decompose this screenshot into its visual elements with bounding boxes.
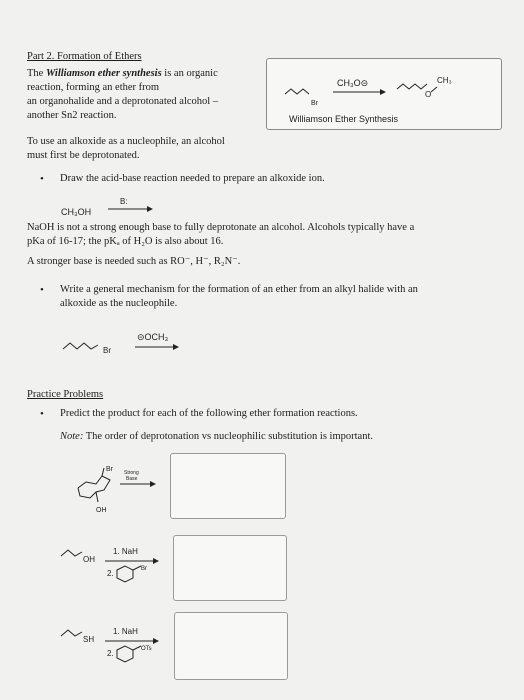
- problem-2-oh-label: OH: [83, 555, 95, 564]
- bullet-2-line-1: Write a general mechanism for the formation of an ether from an alkyl halide with an: [60, 284, 418, 295]
- bullet-2-text: [60, 283, 490, 311]
- problem-1-oh-label: OH: [96, 507, 107, 514]
- bromoalkane-skeleton: [285, 89, 309, 94]
- bullet-dot: •: [40, 284, 44, 296]
- oh-bond: [96, 492, 98, 502]
- problem-3-scheme: [55, 620, 175, 670]
- methyl-label: CH₃: [437, 76, 452, 85]
- answer-box-2[interactable]: [173, 535, 287, 601]
- acid-base-scheme: [55, 195, 165, 219]
- problem-1-br-label: Br: [106, 466, 113, 473]
- mechanism-bromo-label: Br: [103, 346, 111, 355]
- note-label: Note:: [60, 431, 84, 442]
- problem-2-step-2: 2.: [107, 569, 114, 578]
- ch2-bond: [133, 566, 141, 570]
- problem-2-br-label: Br: [141, 566, 147, 572]
- problem-1-reagent-label-1: Strong: [124, 470, 139, 476]
- bromo-label: Br: [311, 100, 318, 107]
- practice-note: [60, 430, 373, 444]
- answer-box-1[interactable]: [170, 453, 286, 519]
- acid-base-arrow-head: [147, 206, 153, 212]
- problem-1-scheme: [68, 462, 168, 520]
- alkyl-halide-skeleton: [63, 343, 98, 349]
- problem-3-step-1: 1. NaH: [113, 627, 138, 636]
- bullet-dot: •: [40, 408, 44, 420]
- ether-oxygen: O: [425, 90, 432, 99]
- note-text: The order of deprotonation vs nucleophilic substitution is important.: [83, 431, 374, 442]
- naoh-line-3: A stronger base is needed such as RO⁻, H⁻, R₂N⁻.: [27, 256, 241, 267]
- part-heading: Part 2. Formation of Ethers: [27, 51, 142, 62]
- intro-line-4: another Sn2 reaction.: [27, 110, 117, 121]
- problem-2-scheme: [55, 540, 175, 590]
- problem-3-ots-label: OTs: [141, 646, 152, 652]
- cyclohexane-ring: [78, 476, 110, 498]
- ether-bond: [431, 87, 437, 92]
- problem-3-step-2: 2.: [107, 649, 114, 658]
- ch2-bond-3: [133, 646, 141, 650]
- cyclohexyl-ring: [117, 566, 133, 582]
- problem-2-arrow-head: [153, 558, 159, 564]
- intro-line-1: [27, 67, 257, 81]
- problem-3-sh-label: SH: [83, 635, 95, 644]
- answer-box-3[interactable]: [174, 612, 288, 680]
- alkoxide-line-1: To use an alkoxide as a nucleophile, an alcohol: [27, 136, 225, 147]
- bullet-1-text: Draw the acid-base reaction needed to prepare an alkoxide ion.: [60, 173, 325, 184]
- alkoxide-line-2: must first be deprotonated.: [27, 150, 140, 161]
- mechanism-scheme: [55, 325, 205, 365]
- alcohol-skeleton: [61, 550, 82, 556]
- reaction-arrow-head: [380, 89, 386, 95]
- naoh-line-1: NaOH is not a strong enough base to fully deprotonate an alcohol. Alcohols typically have a: [27, 222, 415, 233]
- thiol-skeleton: [61, 630, 82, 636]
- cyclohexyl-ring-3: [117, 646, 133, 662]
- intro-line-2: reaction, forming an ether from: [27, 82, 160, 93]
- base-label: B:: [120, 197, 128, 206]
- br-bond: [102, 468, 104, 476]
- problem-1-arrow-head: [150, 481, 156, 487]
- problem-1-reagent-label-2: Base: [126, 476, 138, 482]
- williamson-scheme: [267, 59, 501, 129]
- alkoxide-paragraph: [27, 135, 267, 163]
- intro-suffix: is an organic: [161, 68, 218, 79]
- intro-paragraph: [27, 67, 257, 123]
- methoxide-reagent: CH₃O⊝: [337, 78, 369, 88]
- mechanism-arrow-head: [173, 344, 179, 350]
- intro-prefix: The: [27, 68, 46, 79]
- problem-3-arrow-head: [153, 638, 159, 644]
- williamson-term: Williamson ether synthesis: [45, 68, 162, 79]
- bullet-dot: •: [40, 173, 44, 185]
- problem-2-step-1: 1. NaH: [113, 547, 138, 556]
- naoh-line-2: pKa of 16-17; the pKₐ of H₂O is also about 16.: [27, 236, 224, 247]
- bullet-2-line-2: alkoxide as the nucleophile.: [60, 298, 178, 309]
- naoh-paragraph: [27, 221, 507, 269]
- practice-heading: Practice Problems: [27, 389, 104, 400]
- practice-bullet-text: Predict the product for each of the following ether formation reactions.: [60, 408, 358, 419]
- ether-skeleton: [397, 84, 427, 89]
- methanol-label: CH₃OH: [61, 207, 92, 217]
- scheme-caption: Williamson Ether Synthesis: [289, 114, 399, 124]
- intro-line-3: an organohalide and a deprotonated alcohol –: [27, 96, 219, 107]
- williamson-scheme-box: [266, 58, 502, 130]
- methoxide-nucleophile: ⊝OCH₃: [137, 332, 169, 342]
